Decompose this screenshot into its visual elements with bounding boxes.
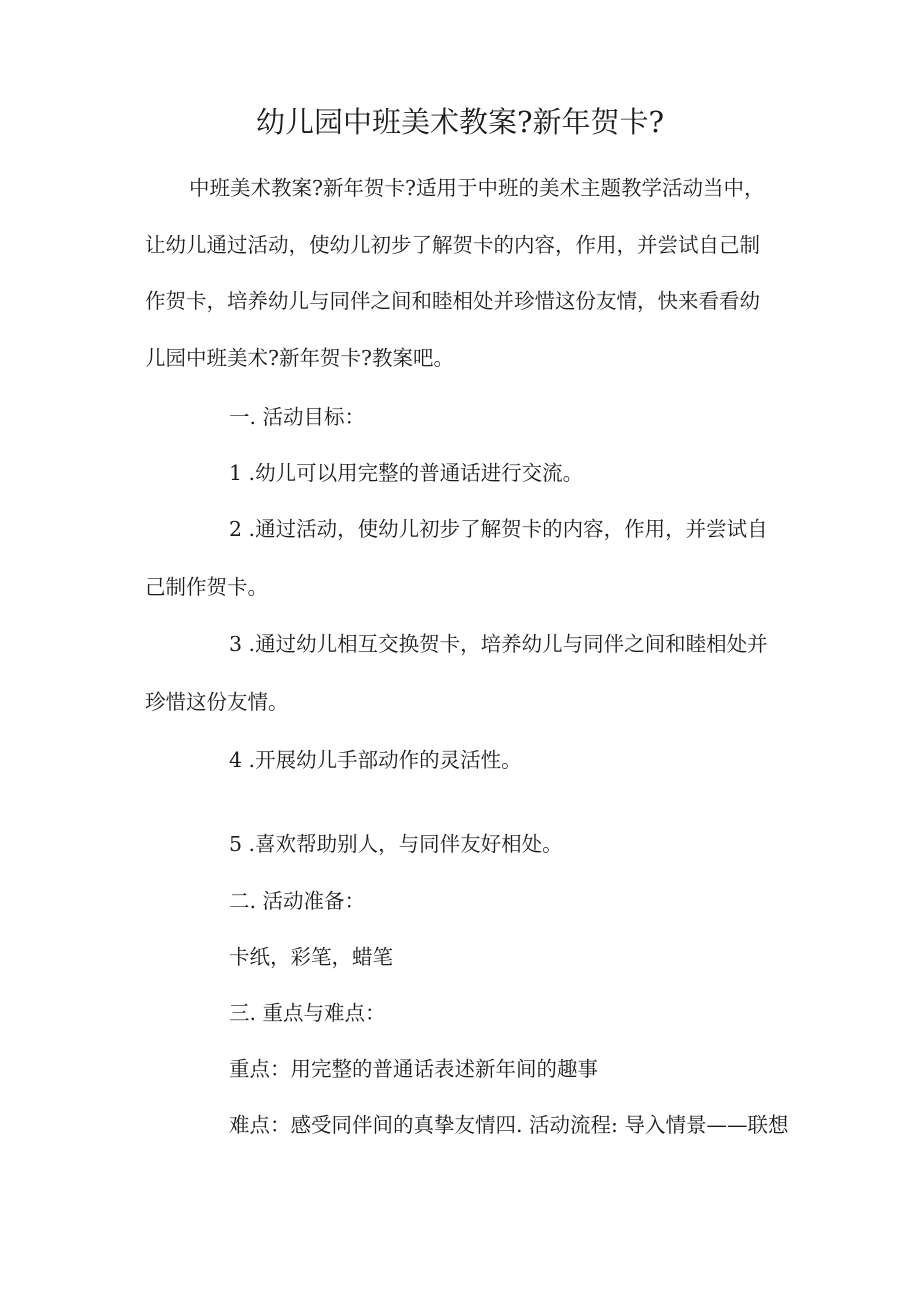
goal-3: 3 .通过幼儿相互交换贺卡，培养幼儿与同伴之间和睦相处并珍惜这份友情。 xyxy=(145,632,768,714)
goal-5: 5 .喜欢帮助别人，与同伴友好相处。 xyxy=(229,832,563,856)
intro-paragraph: 中班美术教案?新年贺卡?适用于中班的美术主题教学活动当中，让幼儿通过活动，使幼儿初步了解贺卡的内容，作用，并尝试自己制作贺卡，培养幼儿与同伴之间和睦相处并珍惜这份友情，快来看看幼儿园中班美术?新年贺卡?教案吧。 xyxy=(145,176,765,370)
materials-line: 卡纸，彩笔，蜡笔 xyxy=(229,945,393,969)
goal-4: 4 .开展幼儿手部动作的灵活性。 xyxy=(229,748,522,772)
document-title: 幼儿园中班美术教案?新年贺卡? xyxy=(255,105,665,139)
goal-1: 1 .幼儿可以用完整的普通话进行交流。 xyxy=(229,461,584,485)
section1-heading: 一. 活动目标： xyxy=(229,405,366,429)
goal-2: 2 .通过活动，使幼儿初步了解贺卡的内容，作用，并尝试自己制作贺卡。 xyxy=(145,517,768,599)
difficulty-line: 难点：感受同伴间的真挚友情四. 活动流程: 导入情景——联想 xyxy=(229,1113,789,1137)
section3-heading: 三. 重点与难点： xyxy=(229,1001,386,1025)
section2-heading: 二. 活动准备： xyxy=(229,889,366,913)
key-point-line: 重点：用完整的普通话表述新年间的趣事 xyxy=(229,1057,598,1081)
